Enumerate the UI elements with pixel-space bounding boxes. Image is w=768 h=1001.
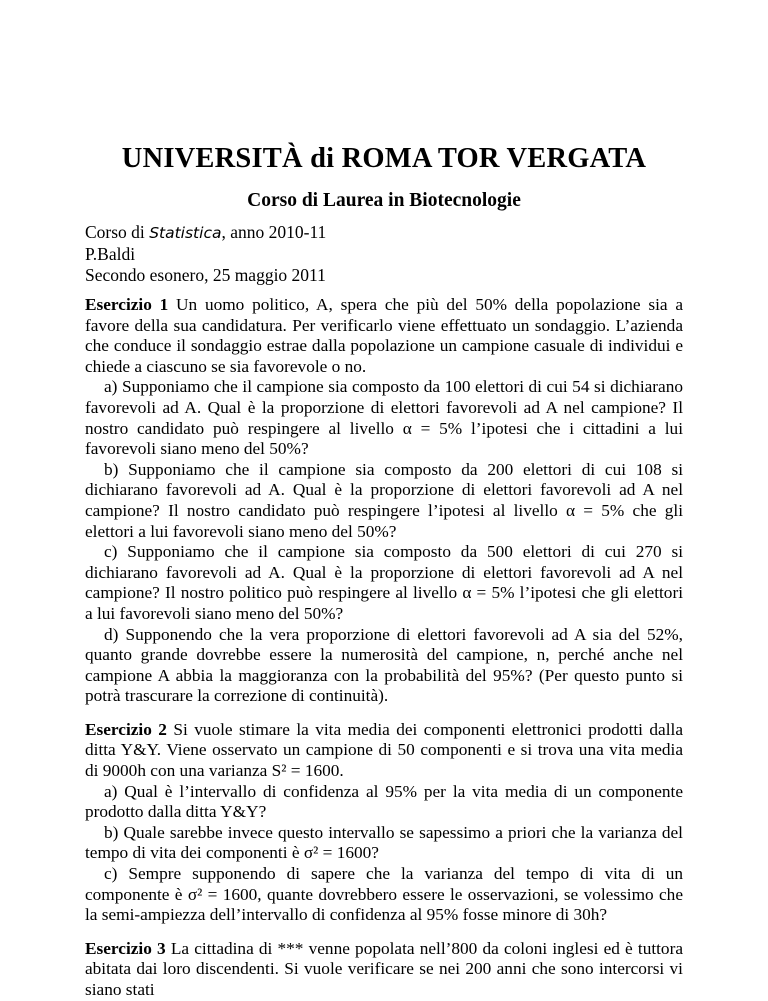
exercise-1-intro bbox=[85, 295, 683, 377]
university-title: UNIVERSITÀ di ROMA TOR VERGATA bbox=[121, 143, 647, 174]
course-year: , anno 2010-11 bbox=[221, 222, 327, 242]
exercise-1-part-d: d) Supponendo che la vera proporzione di elettori favorevoli ad A sia del 52%, quanto grande dovrebbe essere la numerosità del campione, n, perché anche nel campione A abbia la maggioranza con la probabilità del 95%? (Per questo punto si potrà trascurare la correzione di continuità). bbox=[85, 624, 683, 706]
exercise-2-part-a: a) Qual è l’intervallo di confidenza al 95% per la vita media di un componente prodotto dalla ditta Y&Y? bbox=[85, 781, 683, 822]
exercise-label: Esercizio 3 bbox=[85, 938, 166, 958]
exercise-label: Esercizio 1 bbox=[85, 295, 169, 314]
exercise-2-intro bbox=[85, 720, 683, 782]
exercise-2-part-b: b) Quale sarebbe invece questo intervallo se sapessimo a priori che la varianza del tempo di vita dei componenti è σ² = 1600? bbox=[85, 822, 683, 863]
exam-info bbox=[85, 222, 326, 286]
exercise-text: Un uomo politico, A, spera che più del 50% della popolazione sia a favore della sua candidatura. Per verificarlo viene effettuato un sondaggio. L’azienda che conduce il sondaggio estrae dalla popolazione un campione casuale di individui e chiede a ciascuno se sia favorevole o no. bbox=[85, 295, 683, 376]
exercise-text: La cittadina di *** venne popolata nell’800 da coloni inglesi ed è tuttora abitata dai loro discendenti. Si vuole verificare se nei 200 anni che sono intercorsi vi siano stati bbox=[85, 938, 684, 999]
course-name: Statistica bbox=[149, 224, 222, 242]
exercise-1-part-a: a) Supponiamo che il campione sia composto da 100 elettori di cui 54 si dichiarano favorevoli ad A. Qual è la proporzione di elettori favorevoli ad A nel campione? Il nostro candidato può respingere al livello α = 5% l’ipotesi che i cittadini a lui favorevoli siano meno del 50%? bbox=[85, 377, 683, 459]
exercise-label: Esercizio 2 bbox=[85, 719, 167, 739]
course-prefix: Corso di bbox=[85, 222, 150, 242]
exercise-1-part-c: c) Supponiamo che il campione sia composto da 500 elettori di cui 270 si dichiarano favorevoli ad A. Qual è la proporzione di elettori favorevoli ad A nel campione? Il nostro politico può respingere al livello α = 5% l’ipotesi che gli elettori a lui favorevoli siano meno del 50%? bbox=[85, 542, 683, 623]
exercise-2-part-c: c) Sempre supponendo di sapere che la varianza del tempo di vita di un componente è σ² = 1600, quante dovrebbero essere le osservazioni, se volessimo che la semi-ampiezza dell’intervallo di confidenza al 95% fosse minore di 30h? bbox=[85, 864, 683, 925]
degree-course-subtitle: Corso di Laurea in Biotecnologie bbox=[247, 190, 521, 211]
exercise-3-intro bbox=[85, 939, 683, 1001]
exam-date-line: Secondo esonero, 25 maggio 2011 bbox=[85, 265, 326, 285]
exercise-text: Si vuole stimare la vita media dei componenti elettronici prodotti dalla ditta Y&Y. Viene osservato un campione di 50 componenti e si trova una vita media di 9000h con una varianza S² = 1600. bbox=[85, 719, 683, 781]
exercises bbox=[85, 295, 683, 1001]
course-line bbox=[85, 222, 326, 244]
author-line: P.Baldi bbox=[85, 244, 136, 264]
exercise-1-part-b: b) Supponiamo che il campione sia composto da 200 elettori di cui 108 si dichiarano favorevoli ad A. Qual è la proporzione di elettori favorevoli ad A nel campione? Il nostro candidato può respingere l’ipotesi al livello α = 5% che gli elettori a lui favorevoli siano meno del 50%? bbox=[85, 459, 683, 541]
